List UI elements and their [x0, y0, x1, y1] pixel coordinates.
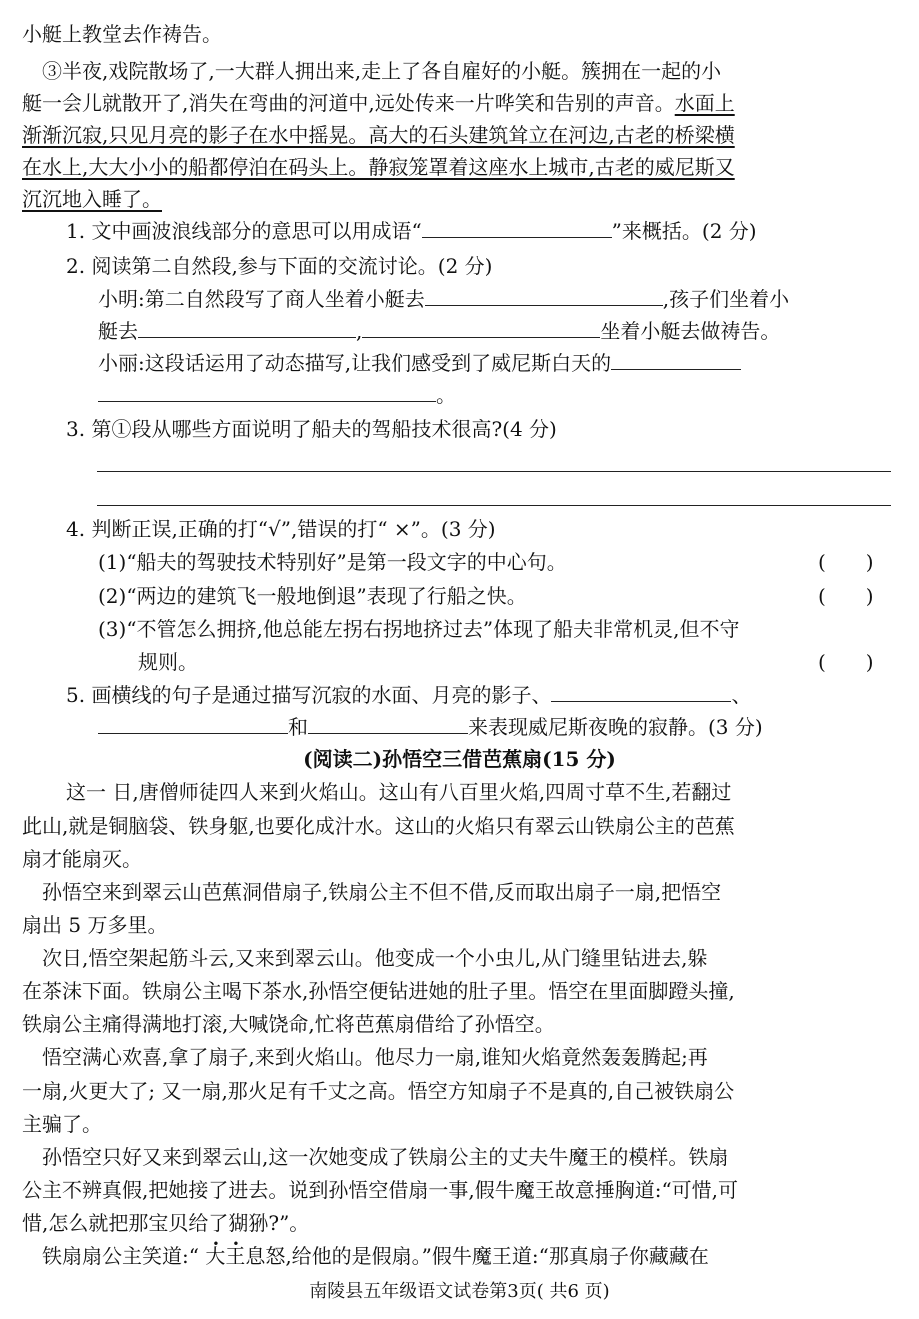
answer-blank[interactable] — [551, 681, 731, 702]
question-4-stem: 4. 判断正误,正确的打“√”,错误的打“ ×”。(3 分) — [66, 517, 496, 541]
story-p2-line-2: 扇出 5 万多里。 — [22, 913, 168, 937]
answer-blank[interactable] — [362, 317, 600, 338]
question-3-stem: 3. 第①段从哪些方面说明了船夫的驾船技术很高?(4 分) — [66, 417, 557, 441]
answer-blank[interactable] — [138, 317, 356, 338]
emphasis-dotted-char: 王 — [225, 1244, 246, 1268]
paragraph-3-line-3: 渐渐沉寂,只见月亮的影子在水中摇晃。高大的石头建筑耸立在河边,古老的桥梁横 — [22, 123, 735, 147]
story-p1-line-2: 此山,就是铜脑袋、铁身躯,也要化成汁水。这山的火焰只有翠云山铁扇公主的芭蕉 — [22, 814, 735, 838]
answer-paren[interactable]: ( ) — [818, 584, 874, 608]
paragraph-3-line-5: 沉沉地入睡了。 — [22, 187, 162, 211]
story-p3-line-3: 铁扇公主痛得满地打滚,大喊饶命,忙将芭蕉扇借给了孙悟空。 — [22, 1012, 555, 1036]
paragraph-3-line-4: 在水上,大大小小的船都停泊在码头上。静寂笼罩着这座水上城市,古老的威尼斯又 — [22, 155, 735, 179]
story-p3-line-1: 次日,悟空架起筋斗云,又来到翠云山。他变成一个小虫儿,从门缝里钻进去,躲 — [42, 946, 708, 970]
question-4-item-3-line-2: 规则。 ( ) — [138, 648, 898, 676]
answer-blank[interactable] — [98, 381, 436, 402]
question-4-item-2: (2)“两边的建筑飞一般地倒退”表现了行船之快。 ( ) — [98, 582, 898, 610]
story-p3-line-2: 在茶沫下面。铁扇公主喝下茶水,孙悟空便钻进她的肚子里。悟空在里面脚蹬头撞, — [22, 979, 735, 1003]
paragraph-3-line-2: 艇一会儿就散开了,消失在弯曲的河道中,远处传来一片哗笑和告别的声音。水面上 — [22, 91, 735, 115]
page-footer: 南陵县五年级语文试卷第3页( 共6 页) — [309, 1281, 610, 1302]
answer-paren[interactable]: ( ) — [818, 550, 874, 574]
paragraph-continuation: 小艇上教堂去作祷告。 — [22, 22, 222, 46]
answer-blank[interactable] — [422, 217, 612, 238]
paragraph-3-line-1: ③半夜,戏院散场了,一大群人拥出来,走上了各自雇好的小艇。簇拥在一起的小 — [42, 59, 722, 83]
story-p2-line-1: 孙悟空来到翠云山芭蕉洞借扇子,铁扇公主不但不借,反而取出扇子一扇,把悟空 — [42, 880, 722, 904]
story-p4-line-2: 一扇,火更大了; 又一扇,那火足有千丈之高。悟空方知扇子不是真的,自己被铁扇公 — [22, 1079, 735, 1103]
answer-blank[interactable] — [98, 713, 288, 734]
answer-blank[interactable] — [425, 285, 663, 306]
story-p1-line-1: 这一 日,唐僧师徒四人来到火焰山。这山有八百里火焰,四周寸草不生,若翻过 — [66, 780, 732, 804]
answer-paren[interactable]: ( ) — [818, 650, 874, 674]
section-title: (阅读二)孙悟空三借芭蕉扇(15 分) — [303, 747, 616, 771]
story-p5-line-1: 孙悟空只好又来到翠云山,这一次她变成了铁扇公主的丈夫牛魔王的模样。铁扇 — [42, 1145, 729, 1169]
story-p5-line-3: 惜,怎么就把那宝贝给了猢狲?”。 — [22, 1211, 310, 1235]
answer-line[interactable] — [97, 505, 891, 506]
question-2-xiaoming-line-1: 小明:第二自然段写了商人坐着小艇去 ,孩子们坐着小 — [98, 287, 790, 311]
question-1: 1. 文中画波浪线部分的意思可以用成语“ ”来概括。(2 分) — [66, 219, 757, 243]
question-5-line-2: 和 来表现威尼斯夜晚的寂静。(3 分) — [98, 713, 763, 741]
story-p4-line-3: 主骗了。 — [22, 1112, 102, 1136]
question-4-item-3-line-1: (3)“不管怎么拥挤,他总能左拐右拐地挤过去”体现了船夫非常机灵,但不守 — [98, 617, 740, 641]
story-p4-line-1: 悟空满心欢喜,拿了扇子,来到火焰山。他尽力一扇,谁知火焰竟然轰轰腾起;再 — [42, 1045, 708, 1069]
question-2-xiaoli-line-1: 小丽:这段话运用了动态描写,让我们感受到了威尼斯白天的 — [98, 349, 741, 377]
answer-blank[interactable] — [308, 713, 468, 734]
question-2-xiaoli-line-2: 。 — [98, 381, 456, 409]
question-2-xiaoming-line-2: 艇去 , 坐着小艇去做祷告。 — [98, 319, 781, 343]
story-p5-line-2: 公主不辨真假,把她接了进去。说到孙悟空借扇一事,假牛魔王故意捶胸道:“可惜,可 — [22, 1178, 739, 1202]
underlined-sentence: 水面上 — [674, 91, 735, 115]
question-4-item-1: (1)“船夫的驾驶技术特别好”是第一段文字的中心句。 ( ) — [98, 548, 898, 576]
emphasis-dotted-char: 大 — [205, 1244, 226, 1268]
question-2-stem: 2. 阅读第二自然段,参与下面的交流讨论。(2 分) — [66, 254, 493, 278]
answer-blank[interactable] — [611, 349, 741, 370]
answer-line[interactable] — [97, 471, 891, 472]
story-p1-line-3: 扇才能扇灭。 — [22, 847, 142, 871]
question-5-line-1: 5. 画横线的句子是通过描写沉寂的水面、月亮的影子、 、 — [66, 683, 752, 707]
story-p6-line-1: 铁扇扇公主笑道:“ 大王息怒,给他的是假扇。”假牛魔王道:“那真扇子你藏藏在 — [42, 1244, 709, 1268]
